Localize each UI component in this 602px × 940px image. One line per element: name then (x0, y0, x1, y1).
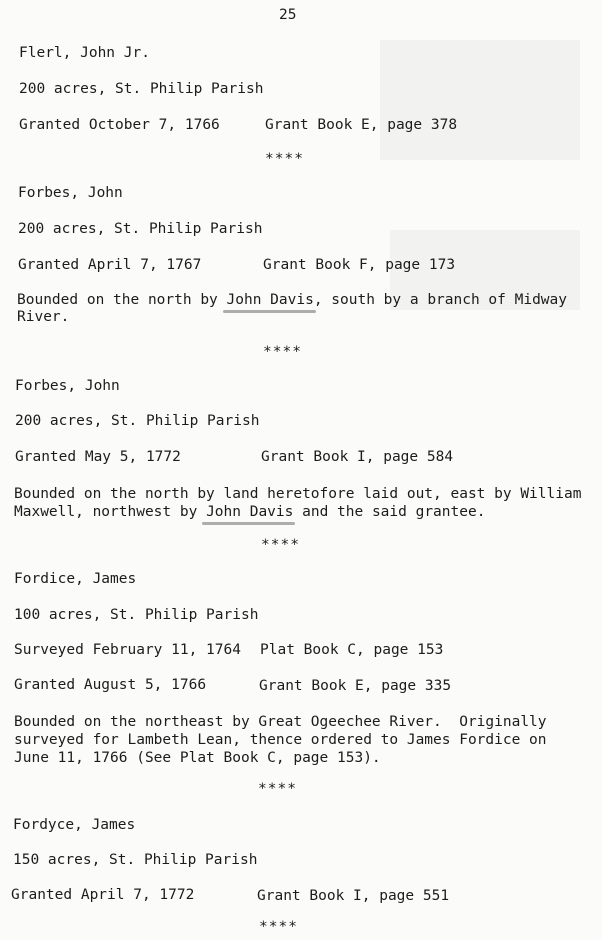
entry-acreage: 150 acres, St. Philip Parish (13, 852, 258, 868)
entry-separator: **** (263, 344, 302, 360)
entry-acreage: 200 acres, St. Philip Parish (19, 81, 264, 97)
entry-boundary-text: River. (17, 309, 70, 325)
entry-granted-date: Granted April 7, 1772 (11, 887, 195, 903)
entry-grant-book: Grant Book I, page 584 (261, 449, 454, 465)
entry-granted-date: Granted August 5, 1766 (14, 677, 207, 693)
underlined-name-john-davis: John Davis (206, 504, 294, 520)
entry-surveyed-date: Surveyed February 11, 1764 (14, 642, 241, 658)
boundary-text-part: Bounded on the north by (17, 292, 227, 308)
entry-boundary-text: June 11, 1766 (See Plat Book C, page 153). (14, 750, 381, 766)
boundary-text-part: and the said grantee. (293, 504, 486, 520)
entry-granted-date: Granted May 5, 1772 (15, 449, 181, 465)
entry-name: Flerl, John Jr. (19, 45, 150, 61)
entry-boundary-text: surveyed for Lambeth Lean, thence ordered to James Fordice on (14, 732, 547, 748)
entry-boundary-text: Bounded on the northeast by Great Ogeechee River. Originally (14, 714, 547, 730)
entry-separator: **** (261, 537, 300, 553)
entry-granted-date: Granted October 7, 1766 (19, 117, 220, 133)
entry-boundary-text (14, 503, 485, 521)
boundary-text-part: , south by a branch of Midway (313, 292, 567, 308)
entry-acreage: 100 acres, St. Philip Parish (14, 607, 259, 623)
boundary-text-part: Maxwell, northwest by (14, 504, 207, 520)
entry-name: Fordyce, James (13, 817, 136, 833)
entry-name: Fordice, James (14, 571, 137, 587)
entry-grant-book: Grant Book E, page 335 (259, 678, 452, 694)
entry-boundary-text: Bounded on the north by land heretofore laid out, east by William (14, 486, 582, 502)
entry-separator: **** (265, 151, 304, 167)
underlined-name-john-davis: John Davis (226, 292, 314, 308)
entry-name: Forbes, John (15, 378, 120, 394)
entry-boundary-text (17, 291, 567, 309)
entry-grant-book: Grant Book E, page 378 (265, 117, 458, 133)
entry-granted-date: Granted April 7, 1767 (18, 257, 202, 273)
page-number: 25 (279, 7, 297, 23)
entry-separator: **** (259, 919, 298, 935)
entry-grant-book: Grant Book F, page 173 (263, 257, 456, 273)
bleed-through-mark (380, 40, 580, 160)
entry-name: Forbes, John (18, 185, 123, 201)
entry-plat-book: Plat Book C, page 153 (260, 642, 444, 658)
entry-acreage: 200 acres, St. Philip Parish (15, 413, 260, 429)
entry-grant-book: Grant Book I, page 551 (257, 888, 450, 904)
entry-acreage: 200 acres, St. Philip Parish (18, 221, 263, 237)
entry-separator: **** (258, 781, 297, 797)
